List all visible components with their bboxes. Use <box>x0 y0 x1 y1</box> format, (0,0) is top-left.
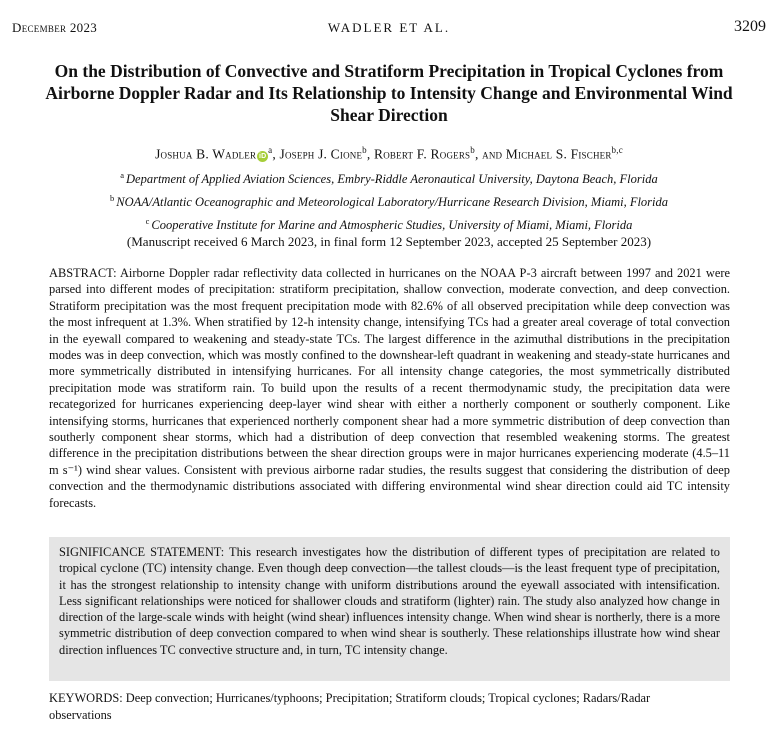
significance-statement <box>59 544 720 658</box>
author-affiliation-marker: b <box>362 145 367 155</box>
significance-statement-box <box>49 537 730 681</box>
page-number: 3209 <box>734 18 766 35</box>
keywords <box>49 690 659 723</box>
header-date: December 2023 <box>12 20 98 35</box>
author-separator: , <box>272 146 280 162</box>
author-name: Michael S. Fischer <box>505 146 612 162</box>
affiliation-marker: c <box>145 216 150 227</box>
keywords-label: KEYWORDS: <box>49 691 123 705</box>
author-name: Joseph J. Cione <box>279 146 363 162</box>
affiliation-line <box>20 189 758 212</box>
keywords-text: Deep convection; Hurricanes/typhoons; Precipitation; Stratiform clouds; Tropical cyclones; Radars/Radar observations <box>49 691 651 722</box>
affiliation-list <box>20 166 758 235</box>
manuscript-dates: (Manuscript received 6 March 2023, in final form 12 September 2023, accepted 25 September 2023) <box>126 234 652 249</box>
author-list <box>20 145 758 163</box>
affiliation-text: NOAA/Atlantic Oceanographic and Meteorological Laboratory/Hurricane Research Division, Miami, Florida <box>116 195 669 210</box>
author-affiliation-marker: b <box>470 145 475 155</box>
author-name: Joshua B. Wadler <box>155 146 257 162</box>
author-name: Robert F. Rogers <box>374 146 471 162</box>
affiliation-marker: b <box>109 193 115 204</box>
running-header <box>12 20 766 38</box>
author-separator: , and <box>474 146 506 162</box>
affiliation-marker: a <box>120 170 125 180</box>
affiliation-text: Cooperative Institute for Marine and Atmospheric Studies, University of Miami, Miami, Florida <box>151 218 633 233</box>
author-affiliation-marker: a <box>268 145 273 155</box>
abstract-label: ABSTRACT: <box>49 266 117 280</box>
significance-label: SIGNIFICANCE STATEMENT: <box>59 545 225 559</box>
significance-text: This research investigates how the distribution of different types of precipitation are related to tropical cyclone (TC) intensity change. Even though deep convection—the tallest clouds—is the least frequent type of precipitation, it has the strongest relationship to intensity change with uniform distributions around the eyewall associated with intensification. Less significant relationships were noticed for shallower clouds and stratiform (lighter) rain. The study also analyzed how change in direction of the large-scale winds with height (wind shear) influences intensity change. When wind shear is northerly, there is a more symmetric distribution of deep convection compared to when wind shear is southerly. These relationships illustrate how wind shear direction influences TC convective structure and, in turn, TC intensity change. <box>59 545 721 657</box>
author-affiliation-marker: b,c <box>611 145 623 155</box>
author-separator: , <box>366 146 375 162</box>
affiliation-text: Department of Applied Aviation Sciences, Embry-Riddle Aeronautical University, Daytona Beach, Florida <box>126 172 658 187</box>
affiliation-line <box>20 166 758 189</box>
abstract-text: Airborne Doppler radar reflectivity data collected in hurricanes on the NOAA P-3 aircraft between 1997 and 2021 were parsed into different modes of precipitation: stratiform precipitation, shallow convection, moderate convection, and deep convection. Stratiform precipitation was the most frequent precipitation mode with 82.6% of all observed precipitation while deep convection was the most infrequent at 1.3%. When stratified by 12-h intensity change, intensifying TCs had a greater areal coverage of total convection in the eyewall compared to weakening and steady-state TCs. The largest difference in the azimuthal distributions in the precipitation modes was in deep convection, which was mostly confined to the downshear-left quadrant in weakening and steady-state hurricanes and more symmetrically distributed in intensifying hurricanes. For all intensity change categories, the most symmetrically distributed precipitation mode was stratiform rain. To build upon the results of a recent thermodynamic study, the precipitation data were recategorized for hurricanes experiencing deep-layer wind shear with either a northerly component or southerly component. Like intensifying storms, hurricanes that experienced northerly component shear had a more symmetric distribution of deep convection than southerly component shear storms, which had a distribution of deep convection that resembled weakening storms. The greatest difference in the precipitation distributions between the shear direction groups were in major hurricanes experiencing moderate (4.5–11 m s⁻¹) wind shear values. Consistent with previous airborne radar studies, the results suggest that considering the distribution of deep convection and the thermodynamic distributions associated with differing environmental wind shear direction could aid TC intensity forecasts. <box>49 266 730 510</box>
header-authors: WADLER ET AL. <box>327 20 451 35</box>
paper-title: On the Distribution of Convective and Stratiform Precipitation in Tropical Cyclones from Airborne Doppler Radar and Its Relationship to Intensity Change and Environmental Wind Shear Direction <box>45 61 733 125</box>
affiliation-line <box>20 212 758 235</box>
abstract <box>49 265 730 511</box>
orcid-icon[interactable]: iD <box>258 152 267 160</box>
